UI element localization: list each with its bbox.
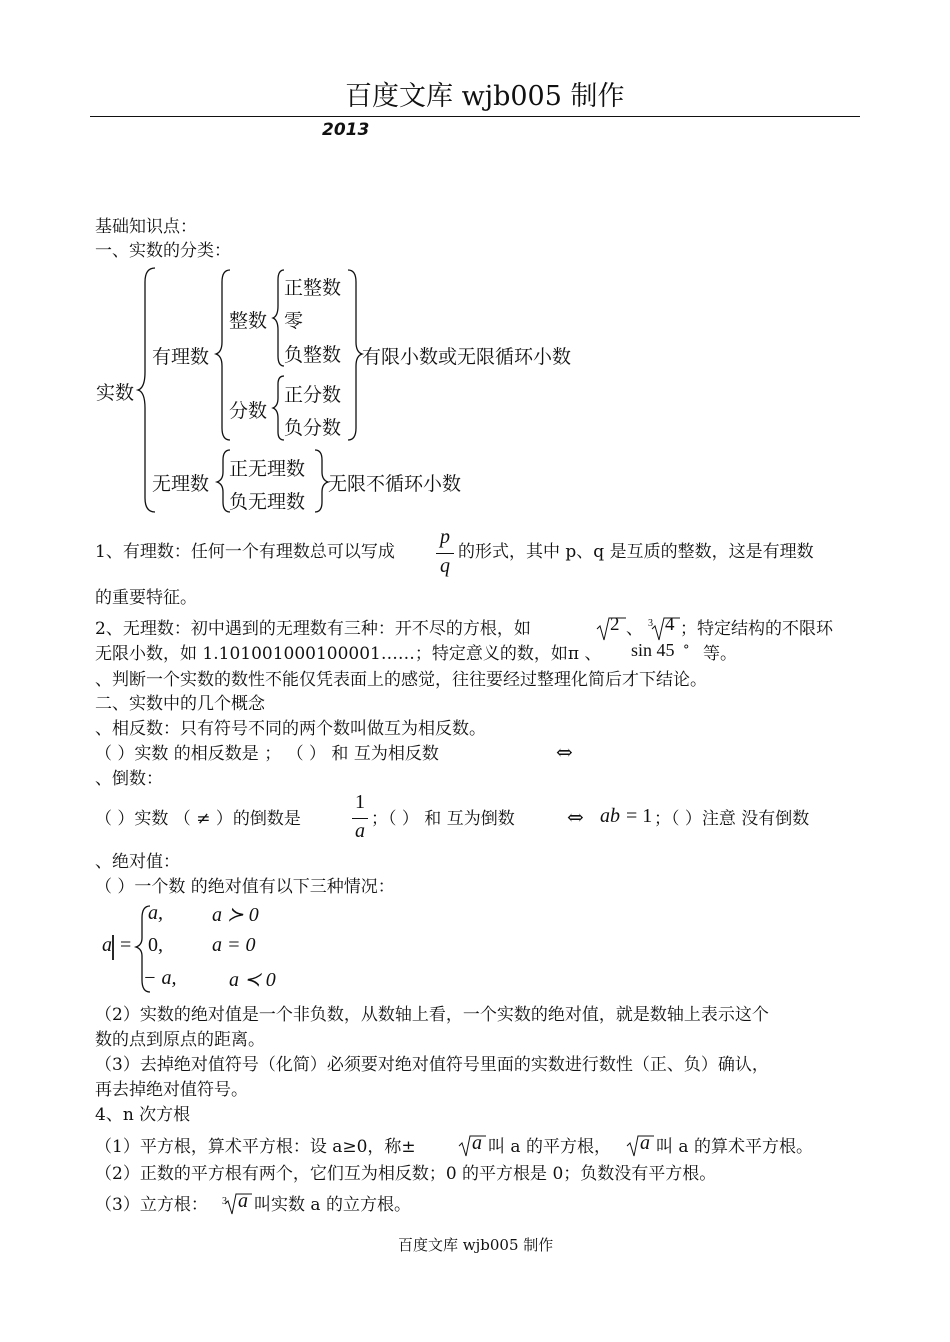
p1-text-b: 的形式，其中 p、q 是互质的整数，这是有理数 [458,542,814,562]
label-positive-irrational: 正无理数 [229,458,306,480]
roots-line-1-a: （1）平方根，算术平方根：设 a≥0，称± [95,1137,416,1157]
abs-equals-sign: = [120,934,132,956]
intro-heading: 基础知识点： [95,217,197,237]
roots-line-1-var2: a [640,1132,650,1154]
page-footer: 百度文库 wjb005 制作 [398,1236,554,1254]
reciprocal-equivalence-arrow: ⇔ [567,805,584,829]
page-header-title: 百度文库 wjb005 制作 [345,81,625,112]
p2-text-b: ；特定结构的不限环 [680,619,833,639]
label-negative-integer: 负整数 [284,344,342,366]
reciprocal-equals-one: = 1 [626,805,653,827]
header-year: 2013 [322,120,370,140]
reciprocal-title: 、倒数： [95,769,163,789]
abs-case-1-value: a, [148,902,163,924]
fraction-p-numerator: p [440,526,450,548]
abs-case-1-condition: a ≻ 0 [212,904,259,926]
label-negative-fraction: 负分数 [284,417,342,439]
p2-text-a: 2、无理数：初中遇到的无理数有三种：开不尽的方根，如 [95,619,531,639]
label-rational: 有理数 [152,346,210,368]
roots-title: 4、n 次方根 [95,1105,191,1125]
p3-text: 、判断一个实数的数性不能仅凭表面上的感觉，往往要经过整理化简后才下结论。 [95,670,707,690]
reciprocal-frac-numerator: 1 [355,791,365,813]
absolute-line: （ ）一个数 的绝对值有以下三种情况： [95,877,395,897]
opposite-equivalence-arrow: ⇔ [556,740,573,764]
p2-separator: 、 [626,619,643,639]
cube-root-index: 3 [648,618,653,629]
label-positive-fraction: 正分数 [284,384,342,406]
reciprocal-ab-expression: ab [600,805,620,827]
roots-line-3-index: 3 [222,1196,227,1207]
label-positive-integer: 正整数 [284,277,342,299]
reciprocal-text-c: ；（ ）注意 没有倒数 [654,809,810,829]
degree-symbol: ° [683,643,690,658]
abs-case-3-condition: a ≺ 0 [229,969,276,991]
roots-line-1-var: a [472,1132,482,1154]
label-irrational-note: 无限不循环小数 [328,473,462,495]
opposite-line: （ ）实数 的相反数是 ； （ ） 和 互为相反数 [95,744,439,764]
sin-45-expression: sin 45 [631,640,675,660]
section-2-heading: 二、实数中的几个概念 [95,694,265,714]
classification-braces [0,0,950,520]
abs-lhs-variable: a [102,934,112,956]
p2-text-c: 无限小数，如 1.101001000100001……；特定意义的数，如π 、 [95,644,602,664]
roots-line-3-b: 叫实数 a 的立方根。 [254,1195,411,1215]
roots-line-2: （2）正数的平方根有两个，它们互为相反数；0 的平方根是 0；负数没有平方根。 [95,1164,717,1184]
reciprocal-text-b: ；（ ） 和 互为倒数 [371,809,515,829]
label-irrational: 无理数 [152,473,210,495]
absolute-p2-b: 数的点到原点的距离。 [95,1030,265,1050]
abs-case-2-condition: a = 0 [212,934,256,956]
abs-case-3-value: − a, [143,967,177,989]
label-real-numbers: 实数 [96,382,135,404]
absolute-p2-a: （2）实数的绝对值是一个非负数，从数轴上看，一个实数的绝对值，就是数轴上表示这个 [95,1005,769,1025]
fraction-p-q-bar [436,553,454,554]
roots-line-1-c: 叫 a 的算术平方根。 [656,1137,813,1157]
label-fraction: 分数 [229,400,268,422]
label-integer: 整数 [229,310,268,332]
section-1-heading: 一、实数的分类： [95,241,231,261]
absolute-p3-a: （3）去掉绝对值符号（化简）必须要对绝对值符号里面的实数进行数性（正、负）确认， [95,1055,769,1075]
roots-line-3-a: （3）立方根： [95,1195,208,1215]
opposite-title: 、相反数：只有符号不同的两个数叫做互为相反数。 [95,719,486,739]
reciprocal-frac-denominator: a [355,820,365,842]
roots-line-1-b: 叫 a 的平方根， [488,1137,611,1157]
reciprocal-text-a: （ ）实数 （ ≠ ）的倒数是 [95,809,301,829]
reciprocal-frac-bar [352,818,368,819]
absolute-p3-b: 再去掉绝对值符号。 [95,1080,248,1100]
absolute-title: 、绝对值： [95,852,180,872]
p1-text-a: 1、有理数：任何一个有理数总可以写成 [95,542,395,562]
fraction-q-denominator: q [440,555,450,577]
sqrt-2-value: 2 [610,614,620,635]
label-rational-note: 有限小数或无限循环小数 [362,346,572,368]
cube-root-4-value: 4 [665,614,675,635]
label-zero: 零 [284,310,304,332]
p2-text-d: 等。 [703,644,737,664]
label-negative-irrational: 负无理数 [229,491,306,513]
abs-case-2-value: 0, [148,934,163,956]
roots-line-3-var: a [238,1190,248,1212]
p1-text-c: 的重要特征。 [95,588,197,608]
